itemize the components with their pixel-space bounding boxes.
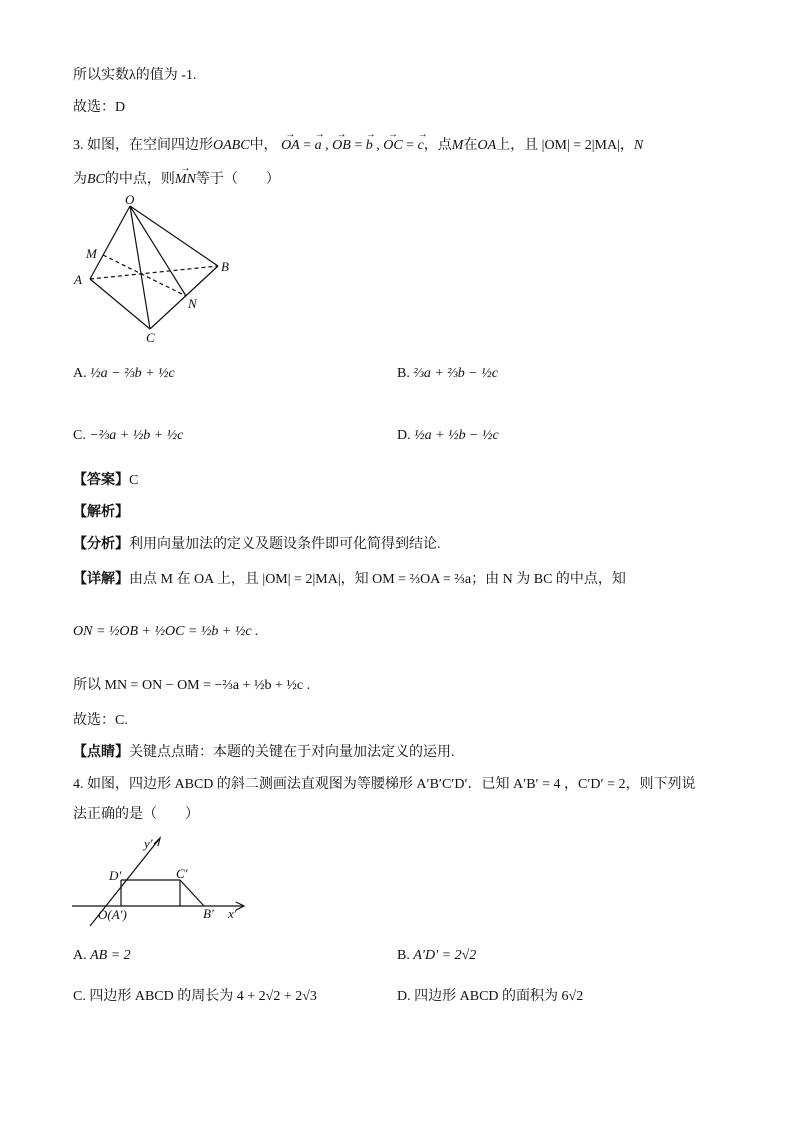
- vec-ob: → OB: [332, 136, 351, 156]
- edge-oc: [130, 206, 150, 329]
- label-b: B: [221, 259, 229, 274]
- q4-option-d[interactable]: [397, 987, 583, 1007]
- fenxi-text: 利用向量加法的定义及题设条件即可化简得到结论.: [129, 537, 441, 552]
- q3-stem-d: 在: [463, 138, 478, 153]
- q3-choice-line: 故选：C.: [73, 713, 128, 728]
- q4-option-a[interactable]: [73, 946, 131, 966]
- fenxi-tag: 【分析】: [73, 537, 129, 552]
- q3-xiangjie-line3: 所以 MN = ON − OM = −⅔a + ½b + ½c .: [73, 678, 311, 693]
- q3-option-a-expr: ½a − ⅔b + ½c: [90, 366, 175, 381]
- q3-xiangjie-line1: [73, 570, 626, 590]
- vec-oc: → OC: [383, 136, 402, 156]
- analysis-tag: 【解析】: [73, 505, 129, 520]
- label-o-a-prime: O(A′): [98, 907, 127, 922]
- q3-analysis-tag: [73, 503, 129, 523]
- q4-option-c-letter: C.: [73, 989, 86, 1004]
- q3-option-a[interactable]: [73, 364, 175, 384]
- q3-point-m: M: [451, 138, 464, 153]
- q3-option-d[interactable]: [397, 426, 499, 446]
- xiangjie-tag: 【详解】: [73, 572, 129, 587]
- label-a: A: [74, 272, 82, 287]
- prev-choice-line: 故选：D: [73, 100, 126, 115]
- edge-cb: [150, 266, 218, 329]
- q3-option-d-letter: D.: [397, 428, 411, 443]
- q3-stem-b: 中，: [249, 138, 278, 153]
- q4-option-c[interactable]: [73, 987, 317, 1007]
- q3-stem-a: 如图，在空间四边形: [87, 138, 213, 153]
- q3-option-d-expr: ½a + ½b − ½c: [414, 428, 499, 443]
- q3-quad: OABC: [213, 138, 250, 153]
- q3-option-c-expr: −⅔a + ½b + ½c: [89, 428, 184, 443]
- q3-stem-line1: 3. 如图，在空间四边形OABC中， → OA = → a , → OB = → b , → OC = → c，点M在OA上，且 |OM| = 2|MA|，N: [73, 136, 643, 156]
- q4-stem-line1: 4. 如图，四边形 ABCD 的斜二测画法直观图为等腰梯形 A′B′C′D′．已知 A′B′ = 4 ，C′D′ = 2，则下列说: [73, 777, 696, 792]
- q3-option-b[interactable]: [397, 364, 498, 384]
- q4-option-d-letter: D.: [397, 989, 411, 1004]
- q3-point-n: N: [633, 138, 644, 153]
- vec-mn: → MN: [175, 170, 196, 190]
- q3-tetrahedron-figure: [70, 194, 240, 344]
- q3-option-b-expr: ⅔a + ⅔b − ½c: [413, 366, 498, 381]
- label-b-prime: B′: [203, 906, 214, 921]
- q4-option-c-expr: 四边形 ABCD 的周长为 4 + 2√2 + 2√3: [89, 989, 317, 1004]
- q3-stem-g: 的中点，则: [104, 172, 175, 187]
- q3-fenxi-line: [73, 535, 441, 555]
- segment-on: [130, 206, 186, 296]
- q3-option-b-letter: B.: [397, 366, 410, 381]
- q3-stem-h: 等于（ ）: [195, 172, 280, 187]
- xiangjie-text-1: 由点 M 在 OA 上，且 |OM| = 2|MA|，知 OM = ⅔OA = ⅔a；由 N 为 BC 的中点，知: [129, 572, 626, 587]
- q3-stem-line2: [73, 170, 280, 190]
- q3-number: 3.: [73, 138, 84, 153]
- label-d-prime: D′: [109, 868, 122, 883]
- q3-stem-c: ，点: [423, 138, 452, 153]
- dianjing-text: 关键点点睛：本题的关键在于对向量加法定义的运用.: [129, 745, 455, 760]
- answer-tag: 【答案】: [73, 473, 129, 488]
- vec-c: → c: [418, 136, 424, 156]
- vec-b: → b: [366, 136, 373, 156]
- q3-option-c-letter: C.: [73, 428, 86, 443]
- label-x-prime: x′: [228, 906, 237, 921]
- q3-option-c[interactable]: [73, 426, 183, 446]
- edge-ob: [130, 206, 218, 266]
- label-c-prime: C′: [176, 866, 188, 881]
- q3-answer-line: [73, 471, 138, 491]
- q4-option-b-letter: B.: [397, 948, 410, 963]
- q4-option-d-expr: 四边形 ABCD 的面积为 6√2: [414, 989, 584, 1004]
- q3-option-a-letter: A.: [73, 366, 87, 381]
- prev-result-line: 所以实数λ的值为 -1.: [73, 68, 197, 83]
- label-c: C: [146, 330, 155, 344]
- label-m: M: [86, 246, 97, 261]
- label-n: N: [188, 296, 197, 311]
- label-y-prime: y′: [144, 836, 153, 851]
- q3-bc: BC: [87, 172, 105, 187]
- edge-ac: [90, 279, 150, 329]
- q4-option-a-expr: AB = 2: [90, 948, 131, 963]
- q3-stem-e: 上，且 |OM| = 2|MA|，: [496, 138, 634, 153]
- q3-dianjing-line: [73, 743, 455, 763]
- q4-option-a-letter: A.: [73, 948, 87, 963]
- q4-stem-line2: 法正确的是（ ）: [73, 807, 199, 822]
- answer-value: C: [129, 473, 139, 488]
- trapezoid-right-side: [180, 880, 204, 906]
- q4-option-b[interactable]: [397, 946, 476, 966]
- label-o: O: [125, 194, 135, 207]
- edge-ab-hidden: [90, 266, 218, 279]
- q4-trapezoid-figure: [68, 832, 248, 932]
- q4-option-b-expr: A′D′ = 2√2: [413, 948, 477, 963]
- vec-a: → a: [315, 136, 322, 156]
- q3-xiangjie-line2: ON = ½OB + ½OC = ½b + ½c .: [73, 624, 259, 639]
- q3-oa: OA: [477, 138, 497, 153]
- edge-oa: [90, 206, 130, 279]
- vec-oa: → OA: [281, 136, 300, 156]
- dianjing-tag: 【点睛】: [73, 745, 129, 760]
- q3-stem-f: 为: [73, 172, 87, 187]
